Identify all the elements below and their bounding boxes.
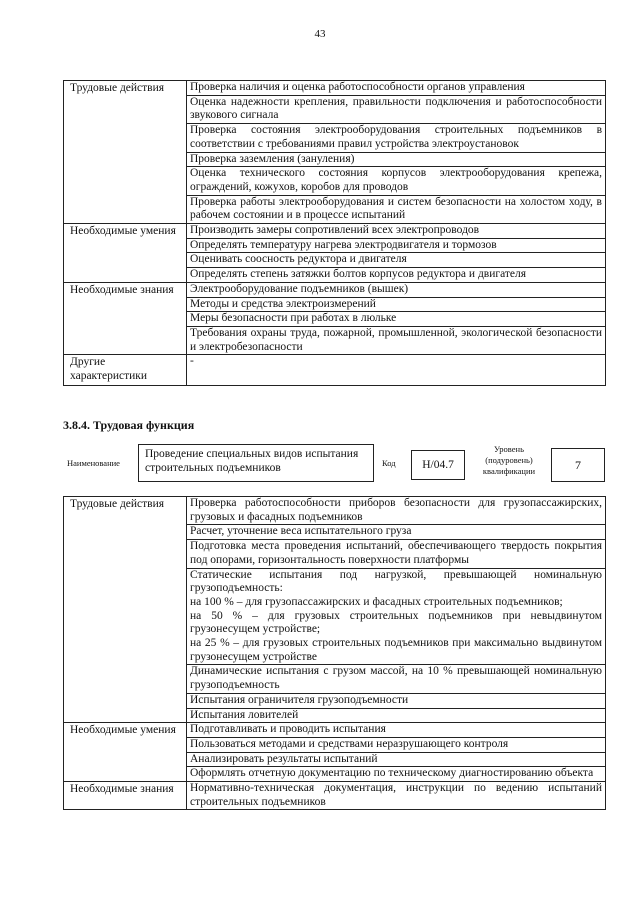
row-item: Оценивать соосность редуктора и двигателя (187, 253, 606, 268)
table-row (64, 355, 606, 385)
name-value: Проведение специальных видов испытания строительных подъемников (138, 444, 374, 482)
row-group-label: Необходимые умения (64, 224, 187, 283)
row-item: Подготовка места проведения испытаний, обеспечивающего твердость покрытия под опорами, горизонтальность поверхности платформы (187, 540, 606, 568)
row-item: Меры безопасности при работах в люльке (187, 312, 606, 327)
row-item: Определять степень затяжки болтов корпусов редуктора и двигателя (187, 268, 606, 283)
row-item: Методы и средства электроизмерений (187, 297, 606, 312)
row-group-label: Трудовые действия (64, 81, 187, 224)
competency-table (63, 496, 606, 810)
row-item: Производить замеры сопротивлений всех электропроводов (187, 224, 606, 239)
row-item: Испытания ограничителя грузоподъемности (187, 693, 606, 708)
row-item: Пользоваться методами и средствами неразрушающего контроля (187, 737, 606, 752)
row-item: - (187, 355, 606, 385)
row-item: Динамические испытания с грузом массой, на 10 % превышающей номинальную грузоподъемность (187, 665, 606, 693)
level-label: Уровень (подуровень) квалификации (482, 444, 536, 476)
competency-table-continued (63, 80, 606, 386)
row-item: Электрооборудование подъемников (вышек) (187, 282, 606, 297)
row-group-label: Трудовые действия (64, 497, 187, 723)
page-number: 43 (314, 28, 326, 40)
row-item: Проверка заземления (зануления) (187, 152, 606, 167)
table-row (64, 224, 606, 239)
row-group-label: Необходимые знания (64, 782, 187, 810)
row-item: Статические испытания под нагрузкой, превышающей номинальную грузоподъемность: на 100 % – для грузопассажирских и фасадных строительных подъемников; на 50 % – для грузовых строительных подъемников при невыдвинутом грузонесущем устройстве; на 25 % – для грузовых строительных подъемников при максимально выдвинутом грузонесущем устройстве (187, 568, 606, 665)
row-group-label: Необходимые умения (64, 723, 187, 782)
row-item: Проверка состояния электрооборудования строительных подъемников в соответствии с требованиями правил устройства электроустановок (187, 124, 606, 152)
level-value: 7 (551, 448, 605, 482)
code-value: Н/04.7 (411, 450, 465, 480)
row-item: Оценка технического состояния корпусов электрооборудования крепежа, ограждений, кожухов, коробов для проводов (187, 167, 606, 195)
name-label: Наименование (67, 458, 120, 468)
section-heading: 3.8.4. Трудовая функция (63, 418, 195, 432)
function-header (63, 444, 606, 486)
table-row (64, 497, 606, 525)
table-row (64, 282, 606, 297)
code-label: Код (382, 458, 396, 468)
row-item: Оценка надежности крепления, правильности подключения и работоспособности звукового сигнала (187, 95, 606, 123)
row-item: Анализировать результаты испытаний (187, 752, 606, 767)
row-item: Испытания ловителей (187, 708, 606, 723)
row-item: Требования охраны труда, пожарной, промышленной, экологической безопасности и электробезопасности (187, 326, 606, 354)
row-item: Подготавливать и проводить испытания (187, 723, 606, 738)
row-item: Определять температуру нагрева электродвигателя и тормозов (187, 238, 606, 253)
table-row (64, 782, 606, 810)
table-row (64, 81, 606, 96)
row-item: Оформлять отчетную документацию по техническому диагностированию объекта (187, 767, 606, 782)
row-item: Проверка работоспособности приборов безопасности для грузопассажирских, грузовых и фасадных подъемников (187, 497, 606, 525)
row-item: Проверка работы электрооборудования и систем безопасности на холостом ходу, в рабочем состоянии и в процессе испытаний (187, 195, 606, 223)
row-item: Проверка наличия и оценка работоспособности органов управления (187, 81, 606, 96)
row-group-label: Другие характеристики (64, 355, 187, 385)
row-group-label: Необходимые знания (64, 282, 187, 355)
table-row (64, 723, 606, 738)
row-item: Расчет, уточнение веса испытательного груза (187, 525, 606, 540)
row-item: Нормативно-техническая документация, инструкции по ведению испытаний строительных подъемников (187, 782, 606, 810)
